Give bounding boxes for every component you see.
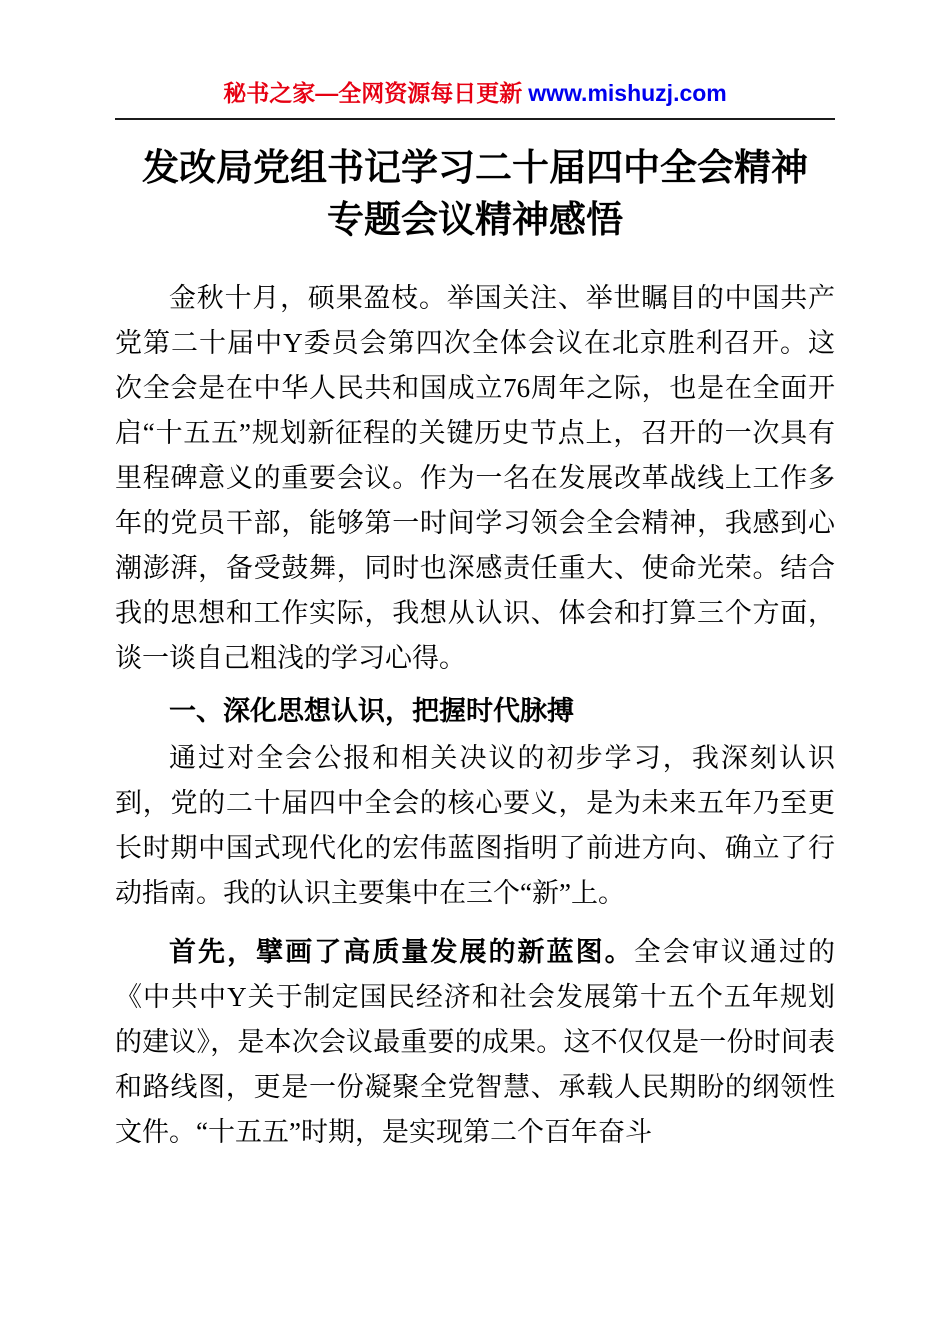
body-paragraph [115,276,835,681]
bold-text-run: 一、深化思想认识，把握时代脉搏 [169,696,574,726]
site-tagline: —全网资源每日更新 [315,80,523,106]
site-header [115,78,835,120]
text-run: 全会审议通过的《中共中Y关于制定国民经济和社会发展第十五个五年规划的建议》，是本次会议最重要的成果。这不仅仅是一份时间表和路线图，更是一份凝聚全党智慧、承载人民期盼的纲领性文件。“十五五”时期，是实现第二个百年奋斗 [115,937,836,1147]
document-title-line1: 发改局党组书记学习二十届四中全会精神 [142,147,808,188]
body-paragraph [115,736,835,916]
text-run: 通过对全会公报和相关决议的初步学习，我深刻认识到，党的二十届四中全会的核心要义，是为未来五年乃至更长时期中国式现代化的宏伟蓝图指明了前进方向、确立了行动指南。我的认识主要集中在三个“新”上。 [115,743,835,908]
body-paragraph [115,930,835,1155]
section-heading [115,689,835,734]
document-title-line2: 专题会议精神感悟 [327,199,623,240]
site-url-link[interactable]: www.mishuzj.com [528,80,727,106]
document-title [115,142,835,246]
site-brand: 秘书之家 [223,80,316,106]
bold-text-run: 首先，擘画了高质量发展的新蓝图。 [169,937,634,967]
document-body [115,276,835,1155]
text-run: 金秋十月，硕果盈枝。举国关注、举世瞩目的中国共产党第二十届中Y委员会第四次全体会议在北京胜利召开。这次全会是在中华人民共和国成立76周年之际，也是在全面开启“十五五”规划新征程的关键历史节点上，召开的一次具有里程碑意义的重要会议。作为一名在发展改革战线上工作多年的党员干部，能够第一时间学习领会全会精神，我感到心潮澎湃，备受鼓舞，同时也深感责任重大、使命光荣。结合我的思想和工作实际，我想从认识、体会和打算三个方面，谈一谈自己粗浅的学习心得。 [115,283,835,673]
